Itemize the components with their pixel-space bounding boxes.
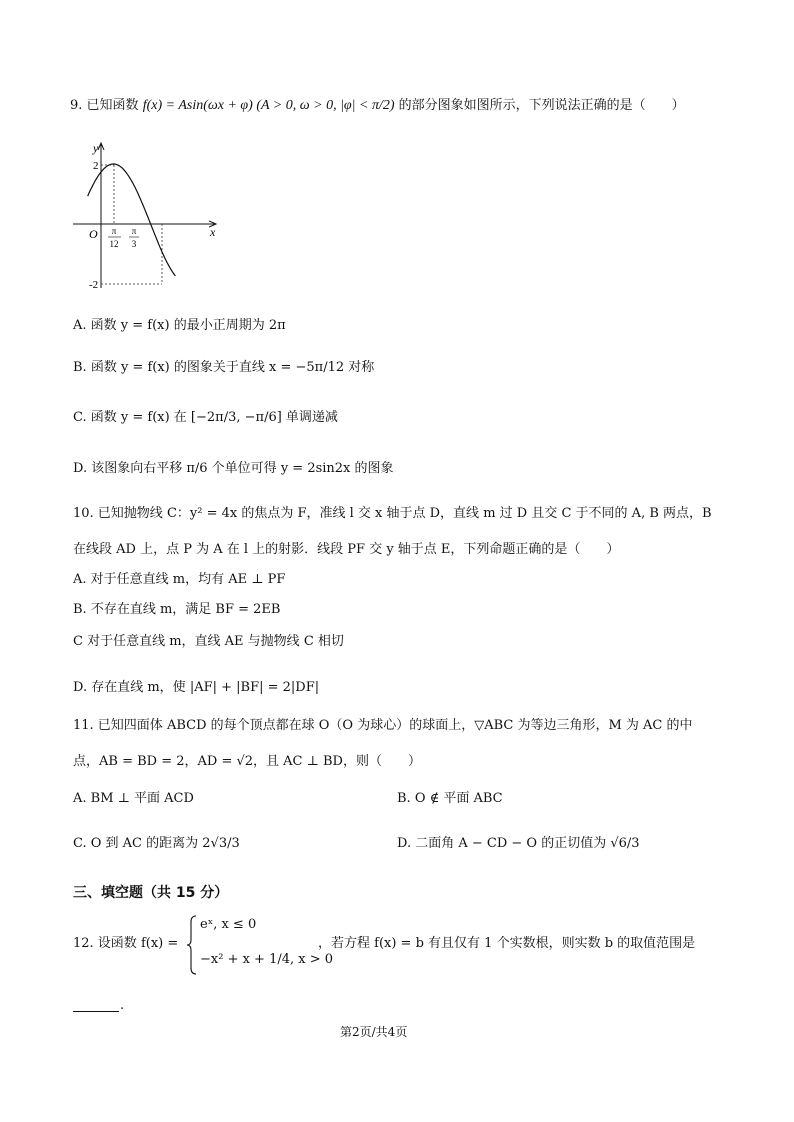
- q10-option-c[interactable]: C 对于任意直线 m，直线 AE 与抛物线 C 相切: [73, 634, 344, 649]
- q11-option-d[interactable]: D. 二面角 A − CD − O 的正切值为 √6/3: [397, 836, 640, 851]
- q10-stem-line1: 10. 已知抛物线 C：y² = 4x 的焦点为 F，准线 l 交 x 轴于点 D，直线 m 过 D 且交 C 于不同的 A, B 两点，B: [73, 506, 712, 521]
- tick-pi-over-3: [129, 226, 139, 249]
- page-footer: 第2页/共4页: [340, 1025, 408, 1039]
- q12-answer-blank[interactable]: [73, 1010, 119, 1012]
- q9-option-a[interactable]: A. 函数 y = f(x) 的最小正周期为 2π: [73, 318, 286, 333]
- x-axis-label: x: [210, 225, 216, 239]
- origin-label: O: [89, 227, 98, 241]
- q11-option-c[interactable]: C. O 到 AC 的距离为 2√3/3: [73, 836, 240, 851]
- q10-stem-line2: 在线段 AD 上，点 P 为 A 在 l 上的射影．线段 PF 交 y 轴于点 E，下列命题正确的是（ ）: [73, 542, 620, 557]
- svg-text:3: 3: [131, 239, 137, 249]
- q12-post: ，若方程 f(x) = b 有且仅有 1 个实数根，则实数 b 的取值范围是: [318, 936, 696, 951]
- q9-stem: [70, 98, 685, 114]
- q9-number: 9.: [70, 98, 83, 113]
- svg-text:12: 12: [109, 239, 119, 249]
- q12-blank-period: .: [120, 998, 125, 1013]
- q9-pre: 已知函数: [86, 98, 139, 113]
- q11-stem-line2: 点，AB = BD = 2，AD = √2，且 AC ⊥ BD，则（ ）: [73, 754, 421, 769]
- q9-formula: f(x) = Asin(ωx + φ) (A > 0, ω > 0, |φ| < π/2): [142, 98, 395, 113]
- q10-option-a[interactable]: A. 对于任意直线 m，均有 AE ⊥ PF: [73, 572, 286, 587]
- q12-case-quadratic: −x² + x + 1/4, x > 0: [200, 952, 334, 967]
- q11-option-a[interactable]: A. BM ⊥ 平面 ACD: [73, 791, 194, 806]
- q12-pre: 12. 设函数 f(x) =: [73, 936, 179, 951]
- q9-post: 的部分图象如图所示，下列说法正确的是（ ）: [398, 98, 685, 113]
- q11-option-b[interactable]: B. O ∉ 平面 ABC: [397, 791, 503, 806]
- q12-case-exp: eˣ, x ≤ 0: [200, 917, 257, 932]
- svg-text:π: π: [131, 226, 137, 236]
- y-axis-label: y: [93, 141, 99, 155]
- tick-pi-over-12: [108, 226, 121, 249]
- y-max-label: 2: [93, 160, 99, 172]
- q9-sine-graph: [65, 138, 225, 298]
- q12-brace-icon: [186, 914, 198, 976]
- q11-stem-line1: 11. 已知四面体 ABCD 的每个顶点都在球 O（O 为球心）的球面上，▽ABC 为等边三角形，M 为 AC 的中: [73, 718, 693, 733]
- q9-option-c[interactable]: C. 函数 y = f(x) 在 [−2π/3, −π/6] 单调递减: [73, 410, 338, 425]
- q9-option-d[interactable]: D. 该图象向右平移 π/6 个单位可得 y = 2sin2x 的图象: [73, 461, 394, 476]
- q10-option-d[interactable]: D. 存在直线 m，使 |AF| + |BF| = 2|DF|: [73, 680, 320, 695]
- q10-option-b[interactable]: B. 不存在直线 m，满足 BF = 2EB: [73, 602, 281, 617]
- y-min-label: -2: [89, 279, 99, 291]
- section-fill-in-heading: 三、填空题（共 15 分）: [73, 885, 229, 901]
- svg-text:π: π: [111, 226, 117, 236]
- q9-option-b[interactable]: B. 函数 y = f(x) 的图象关于直线 x = −5π/12 对称: [73, 360, 375, 375]
